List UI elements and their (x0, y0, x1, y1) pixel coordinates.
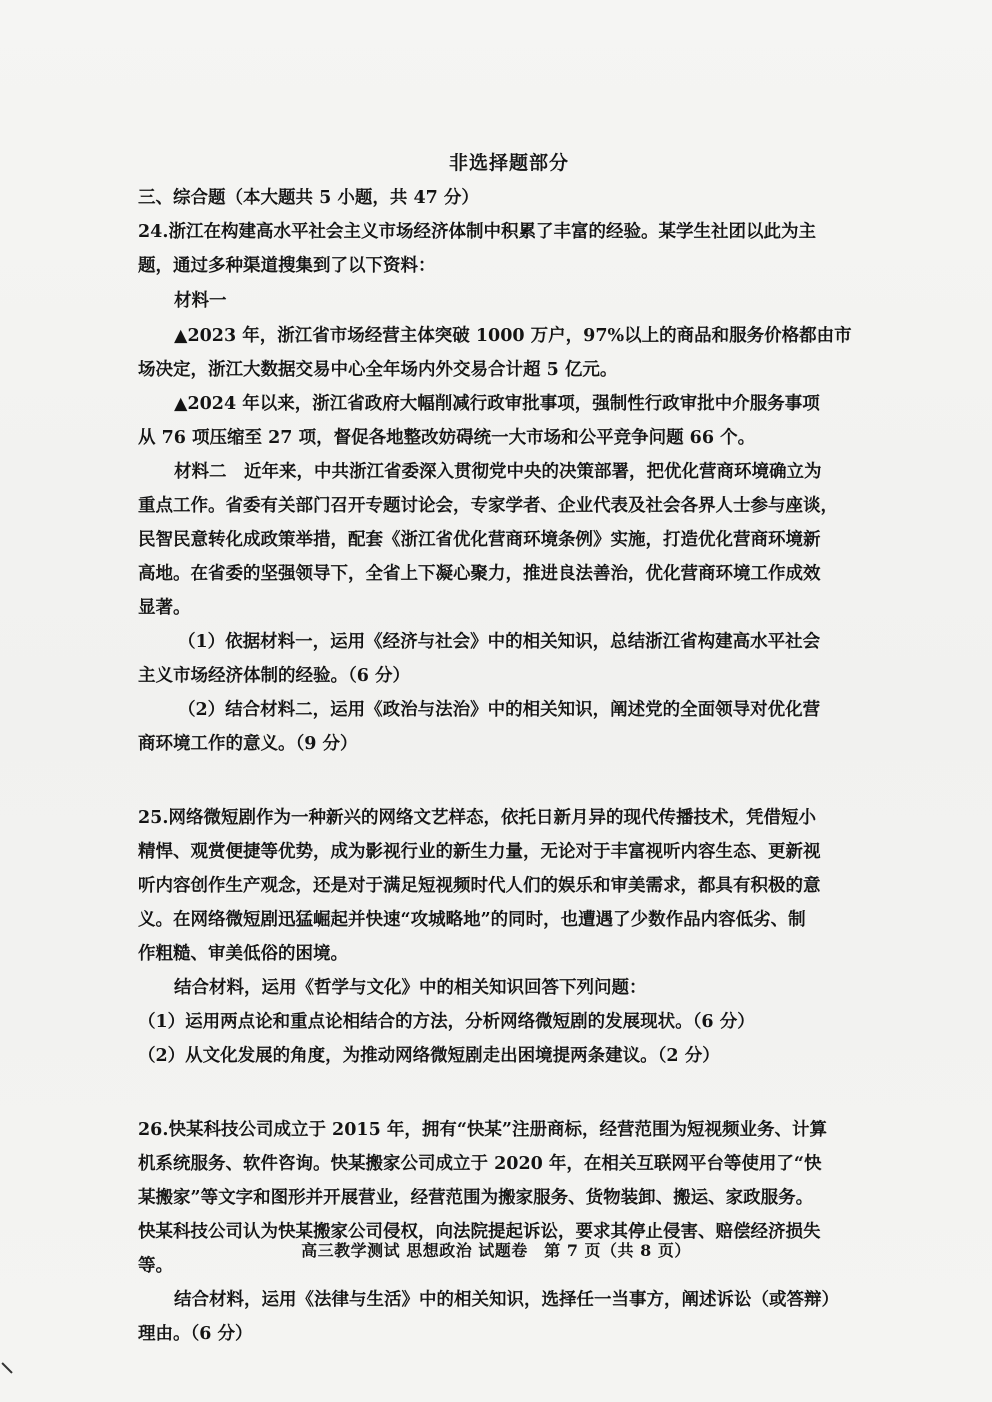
q24-material2-line: 显著。 (138, 598, 191, 618)
q25-sub1: （1）运用两点论和重点论相结合的方法，分析网络微短剧的发展现状。（6 分） (138, 1012, 755, 1032)
q25-body-line: 听内容创作生产观念，还是对于满足短视频时代人们的娱乐和审美需求，都具有积极的意 (138, 876, 821, 896)
scan-corner-mark (1, 1352, 22, 1373)
q24-sub1-line: （1）依据材料一，运用《经济与社会》中的相关知识，总结浙江省构建高水平社会 (178, 632, 821, 652)
q24-intro-line: 题，通过多种渠道搜集到了以下资料： (138, 256, 436, 276)
q24-sub1-line: 主义市场经济体制的经验。（6 分） (138, 666, 411, 686)
section-title: 非选择题部分 (448, 152, 569, 174)
q26-body-line: 等。 (138, 1256, 173, 1276)
question-25 (138, 801, 880, 1073)
question-26 (138, 1113, 880, 1351)
q25-body-line: 作粗糙、审美低俗的困境。 (138, 944, 348, 964)
q26-body-line: 26.快某科技公司成立于 2015 年，拥有“快某”注册商标，经营范围为短视频业务、计算 (138, 1120, 827, 1140)
q24-material1-p1-line: 场决定，浙江大数据交易中心全年场内外交易合计超 5 亿元。 (138, 360, 618, 380)
q26-instruction-line: 理由。（6 分） (138, 1324, 253, 1344)
q24-material1-p1-line: ▲2023 年，浙江省市场经营主体突破 1000 万户，97%以上的商品和服务价格都由市 (174, 326, 852, 346)
page-footer: 高三教学测试 思想政治 试题卷 第 7 页（共 8 页） (301, 1241, 691, 1260)
q25-body-line: 25.网络微短剧作为一种新兴的网络文艺样态，依托日新月异的现代传播技术，凭借短小 (138, 808, 816, 828)
q24-sub2-line: 商环境工作的意义。（9 分） (138, 734, 358, 754)
q26-body-line: 快某科技公司认为快某搬家公司侵权，向法院提起诉讼，要求其停止侵害、赔偿经济损失 (138, 1222, 821, 1242)
part-heading: 三、综合题（本大题共 5 小题，共 47 分） (138, 188, 479, 208)
spacer (138, 761, 880, 801)
spacer (138, 1073, 880, 1113)
q26-body-line: 某搬家”等文字和图形并开展营业，经营范围为搬家服务、货物装卸、搬运、家政服务。 (138, 1188, 814, 1208)
q24-intro-line: 24.浙江在构建高水平社会主义市场经济体制中积累了丰富的经验。某学生社团以此为主 (138, 222, 816, 242)
q24-material1-p2-line: ▲2024 年以来，浙江省政府大幅削减行政审批事项，强制性行政审批中介服务事项 (174, 394, 820, 414)
q24-material2-line: 高地。在省委的坚强领导下，全省上下凝心聚力，推进良法善治，优化营商环境工作成效 (138, 564, 821, 584)
q24-material2-line: 民智民意转化成政策举措，配套《浙江省优化营商环境条例》实施，打造优化营商环境新 (138, 530, 821, 550)
q26-body-line: 机系统服务、软件咨询。快某搬家公司成立于 2020 年，在相关互联网平台等使用了“快 (138, 1154, 822, 1174)
question-24 (138, 215, 880, 761)
q25-instruction: 结合材料，运用《哲学与文化》中的相关知识回答下列问题： (174, 978, 647, 998)
q24-material1-p2-line: 从 76 项压缩至 27 项，督促各地整改妨碍统一大市场和公平竞争问题 66 个。 (138, 428, 756, 448)
q24-sub2-line: （2）结合材料二，运用《政治与法治》中的相关知识，阐述党的全面领导对优化营 (178, 700, 821, 720)
q26-instruction-line: 结合材料，运用《法律与生活》中的相关知识，选择任一当事方，阐述诉讼（或答辩） (174, 1290, 839, 1310)
q24-material2-line: 重点工作。省委有关部门召开专题讨论会，专家学者、企业代表及社会各界人士参与座谈， (138, 496, 838, 516)
q25-body-line: 义。在网络微短剧迅猛崛起并快速“攻城略地”的同时，也遭遇了少数作品内容低劣、制 (138, 910, 806, 930)
q24-material2-line: 材料二 近年来，中共浙江省委深入贯彻党中央的决策部署，把优化营商环境确立为 (174, 462, 822, 482)
q25-body-line: 精悍、观赏便捷等优势，成为影视行业的新生力量，无论对于丰富视听内容生态、更新视 (138, 842, 821, 862)
q25-sub2: （2）从文化发展的角度，为推动网络微短剧走出困境提两条建议。（2 分） (138, 1046, 720, 1066)
q24-material1-label: 材料一 (174, 291, 227, 311)
